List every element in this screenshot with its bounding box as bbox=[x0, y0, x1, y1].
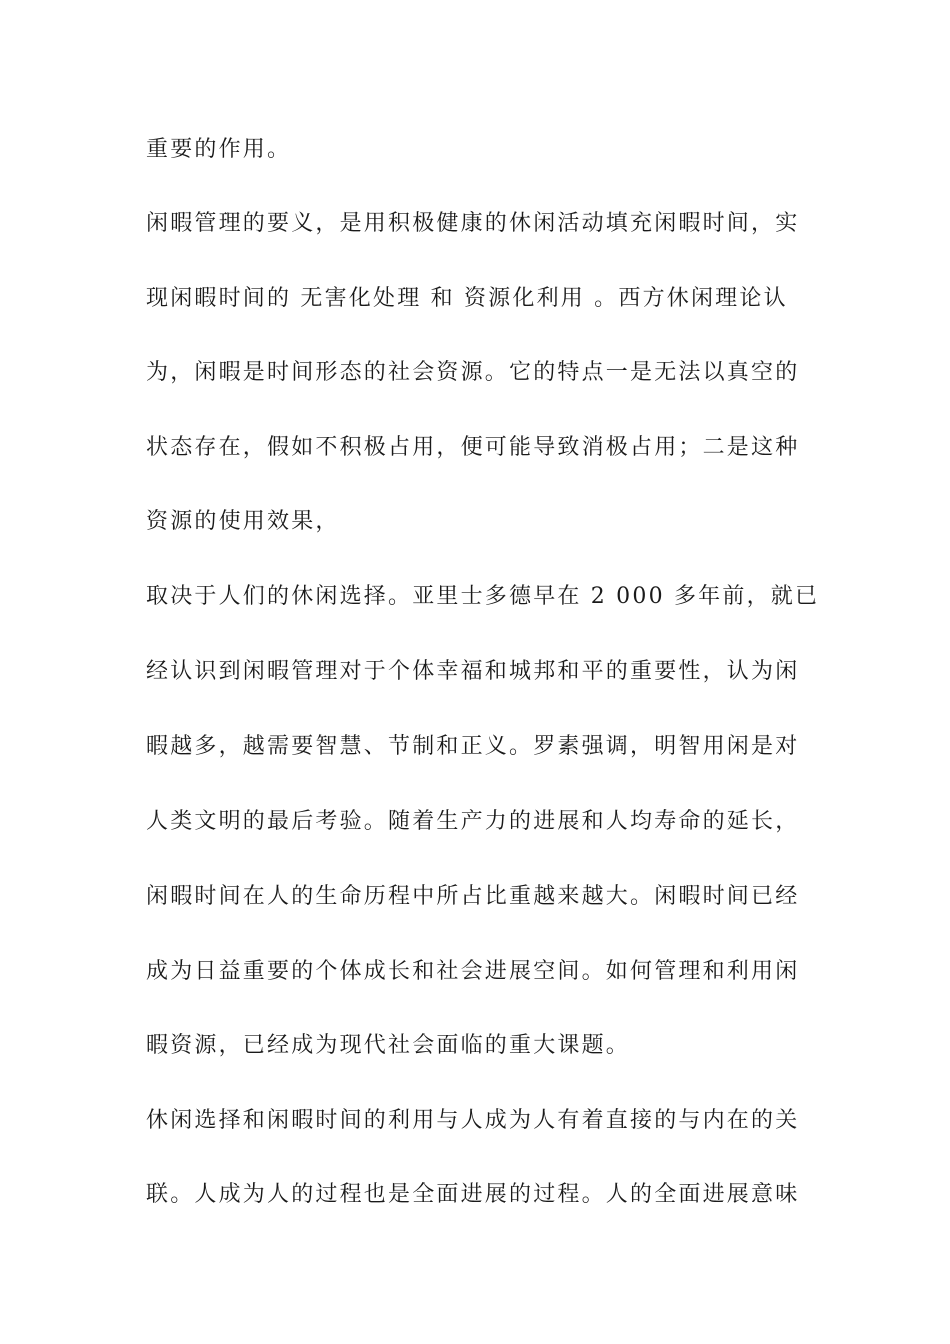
text-line: 成为日益重要的个体成长和社会进展空间。如何管理和利用闲 bbox=[146, 959, 800, 984]
text-line: 暇资源，已经成为现代社会面临的重大课题。 bbox=[146, 1033, 631, 1058]
text-line: 现闲暇时间的 无害化处理 和 资源化利用 。西方休闲理论认 bbox=[146, 286, 788, 311]
text-line: 闲暇时间在人的生命历程中所占比重越来越大。闲暇时间已经 bbox=[146, 884, 800, 909]
text-line: 联。人成为人的过程也是全面进展的过程。人的全面进展意味 bbox=[146, 1182, 800, 1207]
text-line: 取决于人们的休闲选择。亚里士多德早在 2 000 多年前，就已 bbox=[146, 584, 820, 609]
text-line: 人类文明的最后考验。随着生产力的进展和人均寿命的延长， bbox=[146, 809, 800, 834]
text-line: 为，闲暇是时间形态的社会资源。它的特点一是无法以真空的 bbox=[146, 360, 800, 385]
text-line: 重要的作用。 bbox=[146, 137, 292, 162]
text-line: 资源的使用效果， bbox=[146, 509, 340, 534]
text-line: 闲暇管理的要义，是用积极健康的休闲活动填充闲暇时间，实 bbox=[146, 211, 800, 236]
text-line: 暇越多，越需要智慧、节制和正义。罗素强调，明智用闲是对 bbox=[146, 734, 800, 759]
text-line: 休闲选择和闲暇时间的利用与人成为人有着直接的与内在的关 bbox=[146, 1108, 800, 1133]
text-line: 状态存在，假如不积极占用，便可能导致消极占用；二是这种 bbox=[146, 435, 800, 460]
text-line: 经认识到闲暇管理对于个体幸福和城邦和平的重要性，认为闲 bbox=[146, 659, 800, 684]
